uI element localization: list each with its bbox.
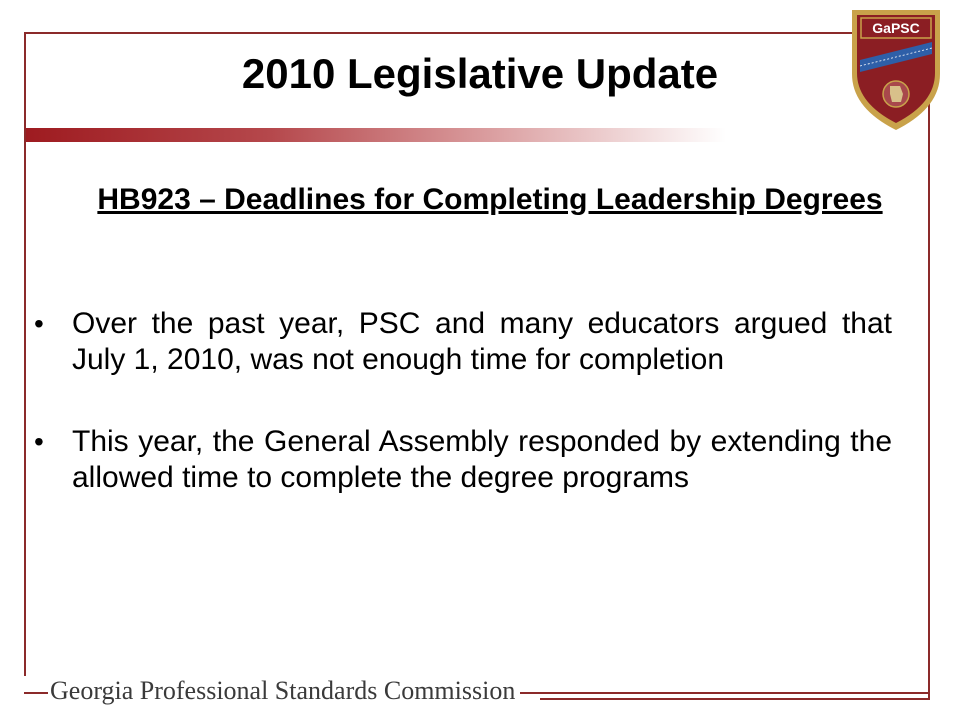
footer-rule-left xyxy=(24,692,48,694)
footer-rule-right xyxy=(520,692,930,694)
bullet-icon: • xyxy=(34,426,44,457)
bullet-item xyxy=(32,424,892,496)
logo-name: GaPSC xyxy=(872,20,920,36)
bullet-text: This year, the General Assembly responded by extending the allowed time to complete the degree programs xyxy=(72,425,892,494)
slide-title: 2010 Legislative Update xyxy=(241,50,719,97)
bullet-text: Over the past year, PSC and many educators argued that July 1, 2010, was not enough time for completion xyxy=(72,307,892,376)
footer-organization: Georgia Professional Standards Commission xyxy=(50,676,516,705)
bullet-icon: • xyxy=(34,308,44,339)
bullet-item xyxy=(32,306,892,378)
gapsc-logo xyxy=(846,4,946,134)
bullet-list xyxy=(32,306,892,542)
slide-subtitle: HB923 – Deadlines for Completing Leadership Degrees xyxy=(97,183,883,216)
title-accent-bar xyxy=(26,128,726,142)
